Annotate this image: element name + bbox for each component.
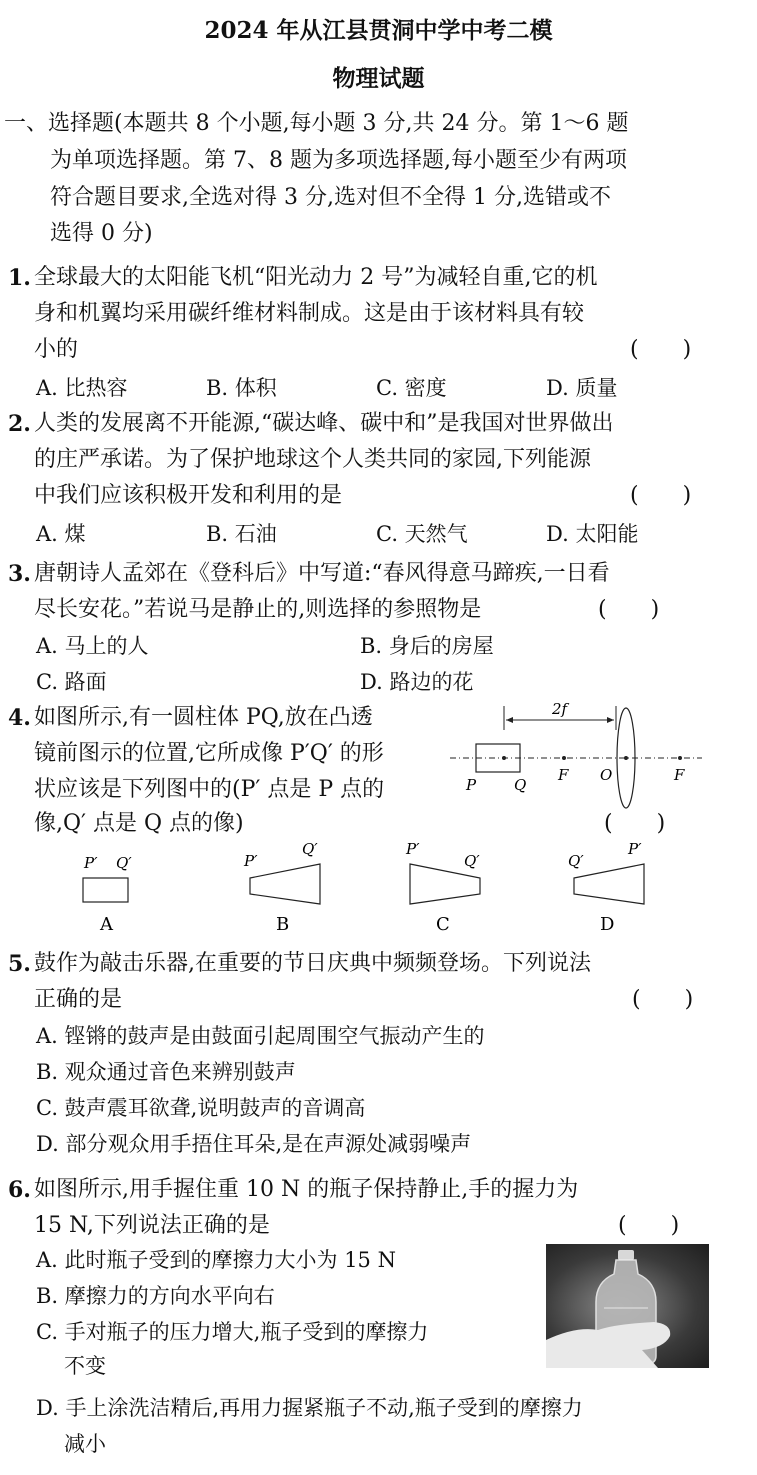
- section-line-4: 选得 0 分): [50, 221, 153, 246]
- label-q: Q: [514, 776, 527, 794]
- q1-line-3: 小的: [34, 337, 79, 362]
- q5-line-1: 鼓作为敲击乐器,在重要的节日庆典中频频登场。下列说法: [34, 951, 591, 976]
- q6-line-1: 如图所示,用手握住重 10 N 的瓶子保持静止,手的握力为: [34, 1177, 579, 1202]
- q5-answer-paren: ( ): [632, 987, 694, 1012]
- q3-number: 3.: [8, 561, 31, 587]
- q4-choice-a: [70, 838, 140, 938]
- choice-c-right-label: Q′: [464, 852, 480, 870]
- choice-c-shape: [410, 864, 480, 904]
- section-line-2: 为单项选择题。第 7、8 题为多项选择题,每小题至少有两项: [50, 148, 627, 173]
- label-p: P: [466, 776, 477, 794]
- q5-option-c: C. 鼓声震耳欲聋,说明鼓声的音调高: [36, 1096, 366, 1120]
- q1-line-1: 全球最大的太阳能飞机“阳光动力 2 号”为减轻自重,它的机: [34, 265, 598, 290]
- point-2f: [502, 756, 506, 760]
- choice-a-letter: A: [100, 914, 113, 935]
- q4-line-3: 状应该是下列图中的(P′ 点是 P 点的: [34, 777, 385, 802]
- q5-number: 5.: [8, 951, 31, 977]
- point-f-left: [562, 756, 566, 760]
- q6-option-b: B. 摩擦力的方向水平向右: [36, 1284, 275, 1308]
- q6-line-2: 15 N,下列说法正确的是: [34, 1213, 270, 1238]
- q2-line-2: 的庄严承诺。为了保护地球这个人类共同的家园,下列能源: [34, 447, 591, 472]
- q1-answer-paren: ( ): [630, 337, 692, 362]
- q4-line-4: 像,Q′ 点是 Q 点的像): [34, 811, 244, 836]
- bottle-hand-illustration: [546, 1244, 709, 1368]
- dim-arrow-right: [607, 717, 614, 723]
- q4-choice-d: [564, 832, 654, 938]
- q1-line-2: 身和机翼均采用碳纤维材料制成。这是由于该材料具有较: [34, 301, 585, 326]
- q2-option-b: B. 石油: [206, 522, 277, 546]
- q6-option-c-cont: 不变: [64, 1354, 106, 1378]
- page-subtitle: 物理试题: [332, 65, 425, 92]
- dim-arrow-left: [506, 717, 513, 723]
- q4-choice-b: [240, 832, 330, 938]
- choice-a-shape: [83, 878, 128, 902]
- q6-option-d: D. 手上涂洗洁精后,再用力握紧瓶子不动,瓶子受到的摩擦力: [36, 1396, 583, 1420]
- q5-option-b: B. 观众通过音色来辨别鼓声: [36, 1060, 296, 1084]
- bottle-hand-photo: [546, 1244, 709, 1368]
- q3-option-c: C. 路面: [36, 670, 107, 694]
- q2-option-a: A. 煤: [36, 522, 86, 546]
- q4-answer-paren: ( ): [604, 811, 666, 836]
- choice-b-letter: B: [276, 914, 290, 935]
- q3-option-b: B. 身后的房屋: [360, 634, 494, 658]
- q1-option-b: B. 体积: [206, 376, 277, 400]
- choice-d-left-label: Q′: [568, 852, 584, 870]
- q1-option-d: D. 质量: [546, 376, 618, 400]
- q1-number: 1.: [8, 265, 31, 291]
- q3-line-1: 唐朝诗人孟郊在《登科后》中写道:“春风得意马蹄疾,一日看: [34, 561, 610, 586]
- choice-b-left-label: P′: [244, 852, 258, 870]
- q6-number: 6.: [8, 1177, 31, 1203]
- q4-choice-c: [400, 832, 490, 938]
- choice-c-letter: C: [436, 914, 450, 935]
- label-o: O: [600, 766, 613, 784]
- choice-d-shape: [574, 864, 644, 904]
- dim-label: 2f: [552, 700, 568, 718]
- q6-option-c: C. 手对瓶子的压力增大,瓶子受到的摩擦力: [36, 1320, 429, 1344]
- point-o: [624, 756, 628, 760]
- q3-option-d: D. 路边的花: [360, 670, 474, 694]
- q3-line-2: 尽长安花。”若说马是静止的,则选择的参照物是: [34, 597, 482, 622]
- q5-option-a: A. 铿锵的鼓声是由鼓面引起周围空气振动产生的: [36, 1024, 485, 1048]
- q5-line-2: 正确的是: [34, 987, 123, 1012]
- q6-option-d-cont: 减小: [64, 1432, 106, 1456]
- q4-number: 4.: [8, 705, 31, 731]
- section-line-1: 一、选择题(本题共 8 个小题,每小题 3 分,共 24 分。第 1～6 题: [4, 111, 629, 136]
- choice-c-left-label: P′: [406, 840, 420, 858]
- q2-answer-paren: ( ): [630, 483, 692, 508]
- q2-option-c: C. 天然气: [376, 522, 468, 546]
- hand: [546, 1322, 670, 1368]
- bottle-cap: [618, 1250, 634, 1260]
- choice-b-shape: [250, 864, 320, 904]
- section-line-3: 符合题目要求,全选对得 3 分,选对但不全得 1 分,选错或不: [50, 185, 611, 210]
- q1-option-a: A. 比热容: [36, 376, 128, 400]
- choice-d-right-label: P′: [628, 840, 642, 858]
- q3-answer-paren: ( ): [598, 597, 660, 622]
- page-title: 2024 年从江县贯洞中学中考二模: [204, 17, 553, 44]
- q3-option-a: A. 马上的人: [36, 634, 149, 658]
- choice-d-letter: D: [600, 914, 615, 935]
- q6-option-a: A. 此时瓶子受到的摩擦力大小为 15 N: [36, 1248, 396, 1272]
- q4-line-2: 镜前图示的位置,它所成像 P′Q′ 的形: [34, 741, 384, 766]
- q6-answer-paren: ( ): [618, 1213, 680, 1238]
- choice-b-right-label: Q′: [302, 840, 318, 858]
- label-f-right: F: [674, 766, 685, 784]
- q2-number: 2.: [8, 411, 31, 437]
- q1-option-c: C. 密度: [376, 376, 447, 400]
- lens-diagram: [450, 700, 702, 810]
- choice-a-right-label: Q′: [116, 854, 132, 872]
- q2-option-d: D. 太阳能: [546, 522, 639, 546]
- label-f-left: F: [558, 766, 569, 784]
- q2-line-1: 人类的发展离不开能源,“碳达峰、碳中和”是我国对世界做出: [34, 411, 614, 436]
- choice-a-left-label: P′: [84, 854, 98, 872]
- q5-option-d: D. 部分观众用手捂住耳朵,是在声源处减弱噪声: [36, 1132, 472, 1156]
- q2-line-3: 中我们应该积极开发和利用的是: [34, 483, 343, 508]
- point-f-right: [678, 756, 682, 760]
- q4-line-1: 如图所示,有一圆柱体 PQ,放在凸透: [34, 705, 373, 730]
